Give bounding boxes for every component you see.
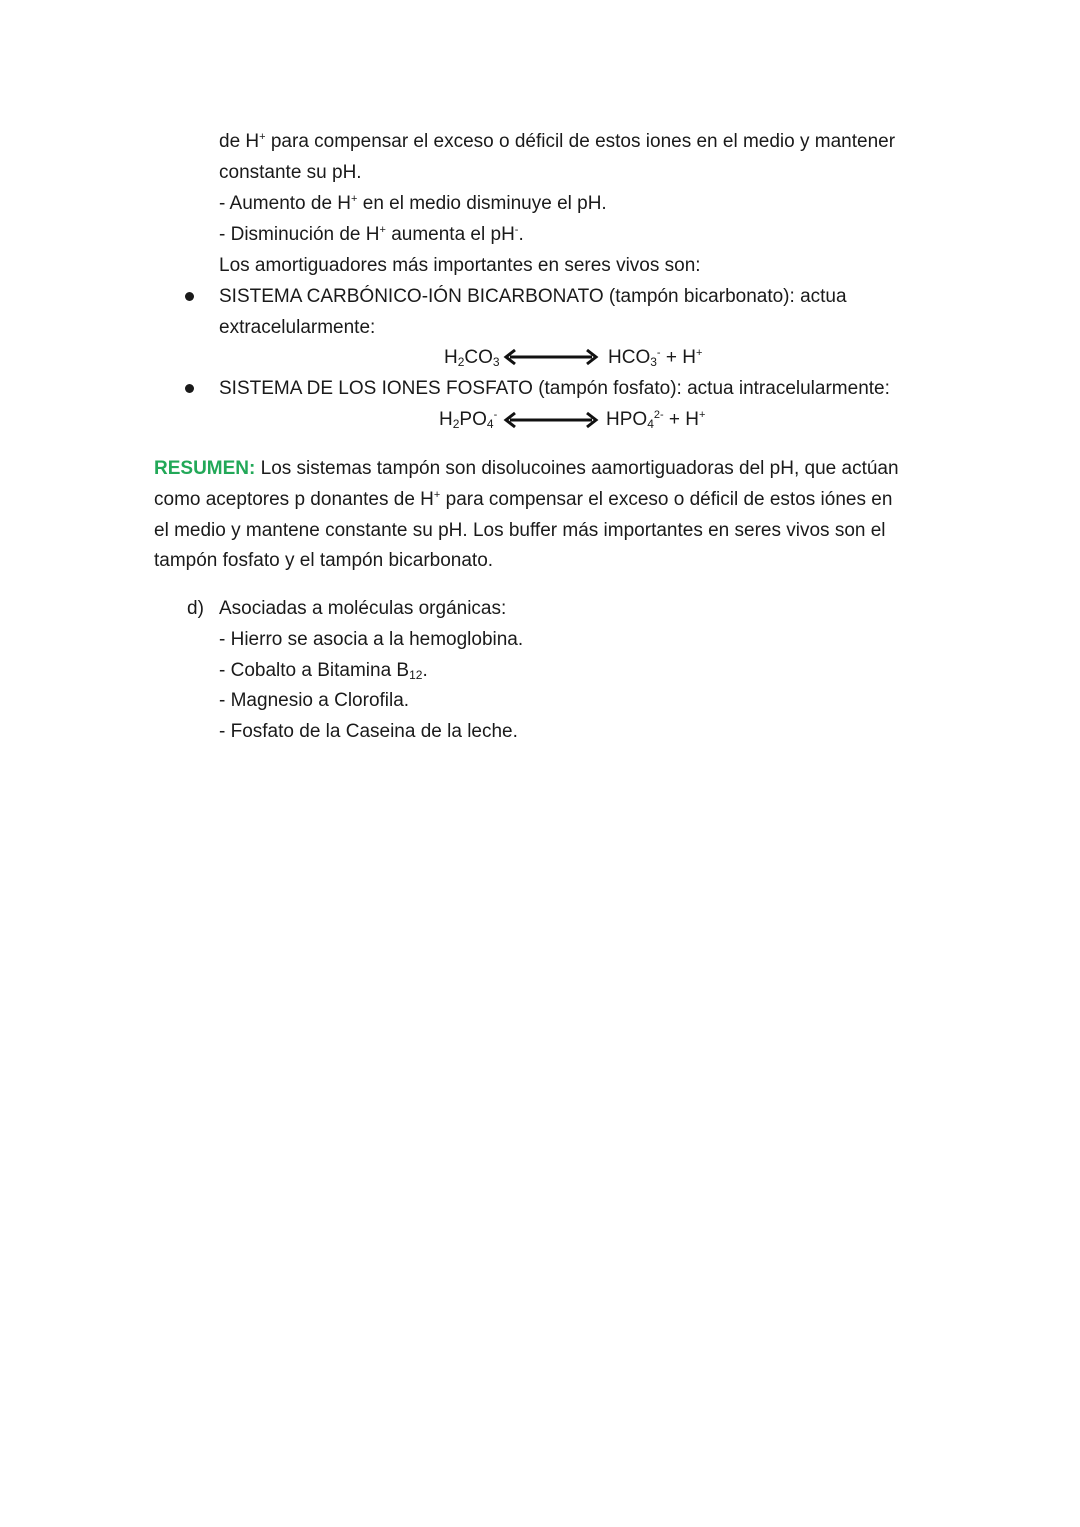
bullet-1-line-1: SISTEMA CARBÓNICO-IÓN BICARBONATO (tampón bicarbonato): actua [219, 286, 847, 307]
equation-2-right: $HPO_4^{2-} + H^+$ [606, 409, 706, 431]
resumen-line-4: tampón fosfato y el tampón bicarbonato. [154, 550, 494, 571]
double-arrow-icon [502, 347, 600, 367]
resumen-line-2: como aceptores p donantes de H+ para compensar el exceso o déficil de estos iónes en [154, 489, 893, 510]
intro-line-4: - Disminución de H+ aumenta el pH-. [219, 224, 524, 245]
equation-2-left: $H_2PO_4^-$ [439, 409, 498, 431]
intro-line-3: - Aumento de H+ en el medio disminuye el pH. [219, 193, 607, 214]
section-d-marker: d) [187, 598, 204, 619]
resumen-label: RESUMEN: [154, 458, 256, 479]
intro-line-1: de H+ para compensar el exceso o déficil de estos iones en el medio y mantener [219, 131, 896, 152]
resumen-line-1: RESUMEN: Los sistemas tampón son disolucoines aamortiguadoras del pH, que actúan [154, 458, 899, 479]
section-d-item-2: - Cobalto a Bitamina $B_{12}$. [219, 660, 428, 682]
section-d-item-3: - Magnesio a Clorofila. [219, 690, 410, 711]
bullet-2-line-1: SISTEMA DE LOS IONES FOSFATO (tampón fosfato): actua intracelularmente: [219, 378, 890, 399]
equation-1-right: $HCO_3^- + H^+$ [608, 347, 703, 369]
section-d-item-4: - Fosfato de la Caseina de la leche. [219, 721, 518, 742]
bullet-dot-1 [185, 292, 194, 301]
bullet-dot-2 [185, 384, 194, 393]
equation-1-left: $H_2CO_3$ [444, 347, 500, 369]
section-d-item-1: - Hierro se asocia a la hemoglobina. [219, 629, 524, 650]
intro-line-5: Los amortiguadores más importantes en seres vivos son: [219, 255, 701, 276]
bullet-1-line-2: extracelularmente: [219, 317, 376, 338]
double-arrow-icon [502, 410, 600, 430]
intro-line-2: constante su pH. [219, 162, 362, 183]
resumen-line-3: el medio y mantene constante su pH. Los buffer más importantes en seres vivos son el [154, 520, 886, 541]
section-d-title: Asociadas a moléculas orgánicas: [219, 598, 507, 619]
